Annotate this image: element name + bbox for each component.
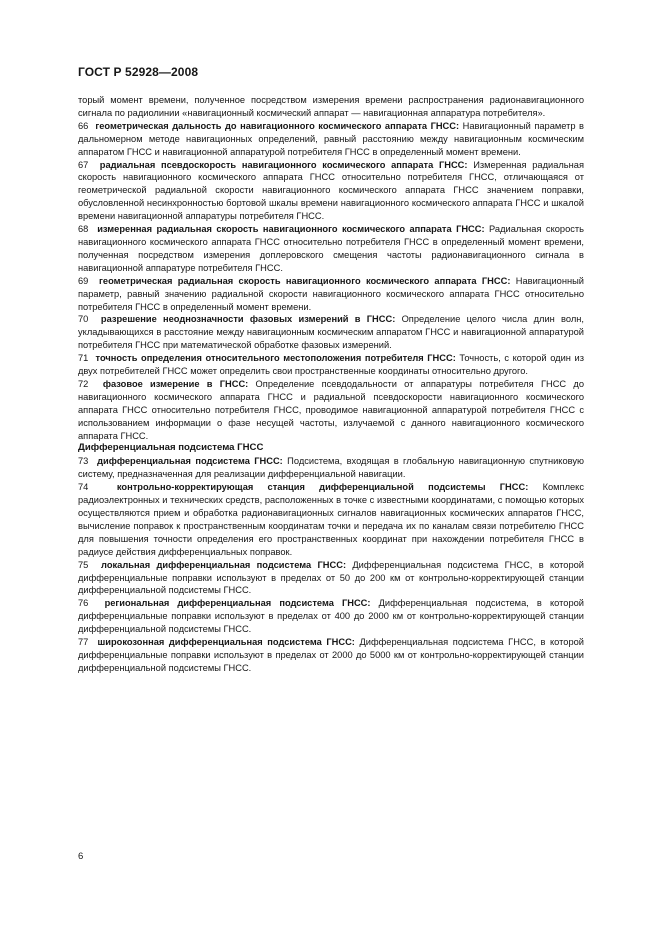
document-body xyxy=(78,94,584,675)
entry-term: региональная дифференциальная подсистема ГНСС: xyxy=(104,598,371,609)
definitions-list-a xyxy=(78,120,584,443)
entry-number: 73 xyxy=(78,456,89,467)
page-number: 6 xyxy=(78,851,84,862)
entry-text: Измеренная радиальная скорость навигационного космического аппарата ГНСС относительно потребителя ГНСС, отличающаяся от геометрической радиальной скорости навигационного космического аппарата ГНСС значением поправки, обусловленной несинхронностью бортовой шкалы времени навигационного космического аппарата ГНСС и шкалой времени навигационной аппаратуры потребителя ГНСС. xyxy=(78,159,584,222)
entry-number: 71 xyxy=(78,353,89,364)
definition-entry xyxy=(78,159,584,224)
entry-text: Комплекс радиоэлектронных и технических средств, расположенных в точке с известными координатами, с помощью которых осуществляются прием и обработка радионавигационных сигналов навигационных космических аппаратов ГНСС, вычисление поправок к пространственным координатам точки и передача их по каналам связи потребителю ГНСС для повышения точности определения его пространственных координат при нахождении потребителя ГНСС в радиусе действия дифференциальных поправок. xyxy=(78,482,585,557)
entry-text: Радиальная скорость навигационного космического аппарата ГНСС относительно потребителя ГНСС в определенный момент времени, полученная посредством измерения доплеровского смещения частоты радионавигационного сигнала в навигационной аппаратуре потребителя ГНСС. xyxy=(78,224,584,273)
entry-term: геометрическая дальность до навигационного космического аппарата ГНСС: xyxy=(95,120,460,131)
entry-number: 75 xyxy=(78,559,89,570)
definition-entry xyxy=(78,313,584,352)
entry-term: локальная дифференциальная подсистема ГНСС: xyxy=(101,559,347,570)
entry-number: 69 xyxy=(78,275,89,286)
entry-term: геометрическая радиальная скорость навигационного космического аппарата ГНСС: xyxy=(99,275,511,286)
entry-number: 67 xyxy=(78,159,89,170)
entry-number: 77 xyxy=(78,637,89,648)
definition-entry xyxy=(78,597,584,636)
definition-entry xyxy=(78,120,584,159)
definition-entry xyxy=(78,636,584,675)
entry-number: 70 xyxy=(78,314,89,325)
entry-text: Дифференциальная подсистема ГНСС, в которой дифференциальные поправки используют в пределах от 50 до 200 км от контрольно-корректирующей станции дифференциальной подсистемы ГНСС. xyxy=(78,559,584,596)
definition-entry xyxy=(78,378,584,443)
section-heading: Дифференциальная подсистема ГНСС xyxy=(78,442,264,454)
standard-code-header: ГОСТ Р 52928—2008 xyxy=(78,65,199,79)
definition-entry xyxy=(78,455,584,481)
entry-text: Навигационный параметр в дальномерном методе навигационных определений, равный расстоянию между навигационным космическим аппаратом ГНСС и навигационной аппаратурой потребителя ГНСС в определенный момент времени. xyxy=(78,120,584,157)
entry-number: 72 xyxy=(78,378,89,389)
entry-term: дифференциальная подсистема ГНСС: xyxy=(97,456,283,467)
definition-entry xyxy=(78,223,584,275)
entry-number: 66 xyxy=(78,120,89,131)
entry-text: Подсистема, входящая в глобальную навигационную спутниковую систему, предназначенная для реализации дифференциальной навигации. xyxy=(78,456,585,480)
definition-entry xyxy=(78,275,584,314)
entry-text: Дифференциальная подсистема, в которой дифференциальные поправки используют в пределах от 400 до 2000 км от контрольно-корректирующей станции дифференциальной подсистемы ГНСС. xyxy=(78,598,584,635)
definitions-list-b xyxy=(78,455,584,674)
entry-term: разрешение неоднозначности фазовых измерений в ГНСС: xyxy=(100,314,396,325)
definition-entry xyxy=(78,352,584,378)
entry-text: Точность, с которой один из двух потребителей ГНСС может определить свои пространственные координаты относительно другого. xyxy=(78,353,584,377)
intro-paragraph: торый момент времени, полученное посредством измерения времени распространения радионавигационного сигнала по радиолинии «навигационный космический аппарат — навигационная аппаратура потребителя». xyxy=(78,95,584,118)
entry-number: 74 xyxy=(78,482,89,493)
entry-number: 76 xyxy=(78,598,89,609)
definition-entry xyxy=(78,559,584,598)
entry-term: контрольно-корректирующая станция дифференциальной подсистемы ГНСС: xyxy=(116,482,529,493)
definition-entry xyxy=(78,481,584,558)
entry-text: Навигационный параметр, равный значению радиальной скорости навигационного космического аппарата ГНСС относительно потребителя ГНСС в определенный момент времени. xyxy=(78,275,584,312)
entry-text: Определение псевдодальности от аппаратуры потребителя ГНСС до навигационного космического аппарата ГНСС и радиальной псевдоскорости навигационного космического аппарата ГНСС относительно потребителя ГНСС, проводимое навигационной аппаратурой потребителя ГНСС с использованием информации о фазе несущей частоты, излучаемой с данного навигационного космического аппарата ГНСС. xyxy=(78,378,584,441)
entry-number: 68 xyxy=(78,224,89,235)
entry-term: широкозонная дифференциальная подсистема ГНСС: xyxy=(97,637,355,648)
entry-text: Определение целого числа длин волн, укладывающихся в расстояние между навигационным космическим аппаратом ГНСС и навигационной аппаратурой потребителя ГНСС при математической обработке фазовых измерений. xyxy=(78,314,584,351)
entry-term: фазовое измерение в ГНСС: xyxy=(102,378,249,389)
entry-text: Дифференциальная подсистема ГНСС, в которой дифференциальные поправки используют в пределах от 2000 до 5000 км от контрольно-корректирующей станции дифференциальной подсистемы ГНСС. xyxy=(78,637,584,673)
entry-term: точность определения относительного местоположения потребителя ГНСС: xyxy=(95,353,456,364)
entry-term: радиальная псевдоскорость навигационного космического аппарата ГНСС: xyxy=(99,159,468,170)
entry-term: измеренная радиальная скорость навигационного космического аппарата ГНСС: xyxy=(97,224,485,235)
